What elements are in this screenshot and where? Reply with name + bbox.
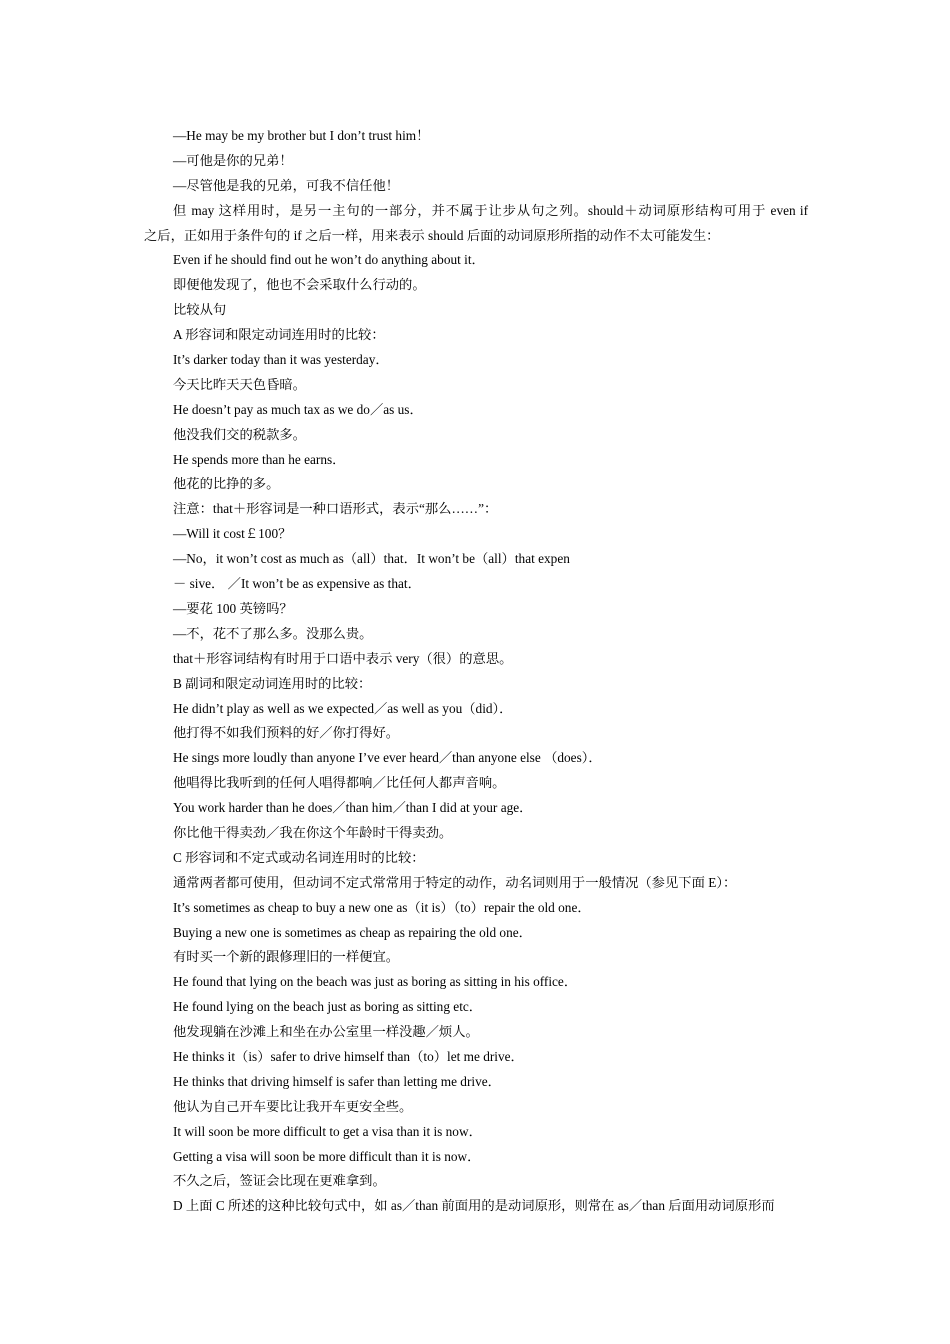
subsection-heading-d: D 上面 C 所述的这种比较句式中，如 as／than 前面用的是动词原形，则常在 as／than 后面用动词原形而 bbox=[173, 1198, 775, 1214]
dialogue-line: —Will it cost￡100？ bbox=[173, 526, 292, 542]
subsection-heading-b: B 副词和限定动词连用时的比较： bbox=[173, 675, 372, 691]
example-line: Even if he should find out he won’t do anything about it． bbox=[173, 252, 485, 268]
example-line: It’s sometimes as cheap to buy a new one as（it is）（to）repair the old one． bbox=[173, 899, 591, 915]
translation-line: 即便他发现了，他也不会采取什么行动的。 bbox=[173, 277, 426, 293]
example-line: He found lying on the beach just as boring as sitting etc． bbox=[173, 999, 483, 1015]
text-line: 但 may 这样用时，是另一主句的一部分，并不属于让步从句之列。should＋动词原形结构可用于 even if bbox=[173, 202, 808, 218]
note-line: that＋形容词结构有时用于口语中表示 very（很）的意思。 bbox=[173, 650, 513, 666]
text-line: 通常两者都可使用，但动词不定式常常用于特定的动作，动名词则用于一般情况（参见下面 E）： bbox=[173, 874, 737, 890]
example-line: He didn’t play as well as we expected／as well as you（did）． bbox=[173, 700, 513, 716]
translation-line: 他没我们交的税款多。 bbox=[173, 426, 306, 442]
document-body bbox=[144, 124, 808, 1219]
translation-line: 不久之后，签证会比现在更难拿到。 bbox=[173, 1173, 386, 1189]
translation-line: 他唱得比我听到的任何人唱得都响／比任何人都声音响。 bbox=[173, 775, 506, 791]
dialogue-line: —No，it won’t cost as much as（all）that．It won’t be（all）that expen bbox=[173, 551, 570, 567]
example-line: He sings more loudly than anyone I’ve ever heard／than anyone else （does）． bbox=[173, 750, 602, 766]
translation-line: 他认为自己开车要比让我开车更安全些。 bbox=[173, 1098, 413, 1114]
dialogue-line: － sive． ／It won’t be as expensive as that． bbox=[173, 576, 421, 592]
example-line: You work harder than he does／than him／than I did at your age． bbox=[173, 800, 533, 816]
note-line: 注意：that＋形容词是一种口语形式，表示“那么……”： bbox=[173, 501, 498, 517]
text-line: 之后，正如用于条件句的 if 之后一样，用来表示 should 后面的动词原形所指的动作不太可能发生： bbox=[144, 227, 720, 243]
text-line: —尽管他是我的兄弟，可我不信任他！ bbox=[173, 177, 400, 193]
translation-line: 他花的比挣的多。 bbox=[173, 476, 280, 492]
translation-line: 他发现躺在沙滩上和坐在办公室里一样没趣／烦人。 bbox=[173, 1024, 479, 1040]
translation-line: 他打得不如我们预料的好／你打得好。 bbox=[173, 725, 400, 741]
subsection-heading-c: C 形容词和不定式或动名词连用时的比较： bbox=[173, 849, 425, 865]
example-line: It’s darker today than it was yesterday． bbox=[173, 352, 389, 368]
dialogue-line: —不，花不了那么多。没那么贵。 bbox=[173, 625, 373, 641]
translation-line: 你比他干得卖劲／我在你这个年龄时干得卖劲。 bbox=[173, 824, 453, 840]
example-line: He found that lying on the beach was just as boring as sitting in his office． bbox=[173, 974, 578, 990]
example-line: He spends more than he earns． bbox=[173, 451, 346, 467]
text-line: —可他是你的兄弟！ bbox=[173, 152, 293, 168]
example-line: He thinks that driving himself is safer than letting me drive． bbox=[173, 1073, 501, 1089]
translation-line: 今天比昨天天色昏暗。 bbox=[173, 376, 306, 392]
example-line: Getting a visa will soon be more difficult than it is now． bbox=[173, 1148, 481, 1164]
dialogue-line: —要花 100 英镑吗？ bbox=[173, 600, 293, 616]
text-line: —He may be my brother but I don’t trust him！ bbox=[173, 128, 430, 143]
example-line: It will soon be more difficult to get a visa than it is now． bbox=[173, 1123, 482, 1139]
example-line: He thinks it（is）safer to drive himself than（to）let me drive． bbox=[173, 1048, 524, 1064]
example-line: He doesn’t pay as much tax as we do／as us． bbox=[173, 401, 423, 417]
section-heading: 比较从句 bbox=[173, 302, 227, 318]
subsection-heading-a: A 形容词和限定动词连用时的比较： bbox=[173, 327, 385, 343]
translation-line: 有时买一个新的跟修理旧的一样便宜。 bbox=[173, 949, 400, 965]
example-line: Buying a new one is sometimes as cheap as repairing the old one． bbox=[173, 924, 532, 940]
